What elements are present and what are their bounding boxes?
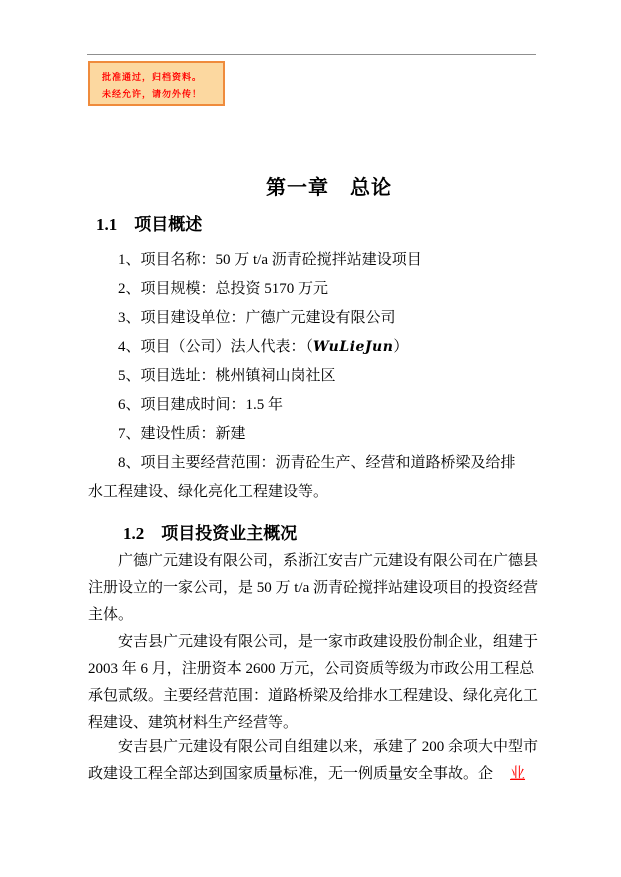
- list-item-5: 5、项目选址：桃州镇祠山岗社区: [118, 368, 336, 384]
- paragraph-line: 承包贰级。主要经营范围：道路桥梁及给排水工程建设、绿化亮化工: [88, 688, 539, 704]
- project-overview-list: [88, 246, 540, 507]
- paragraph-company-profile: [88, 629, 540, 737]
- paragraph-line: 2003 年 6 月，注册资本 2600 万元，公司资质等级为市政公用工程总: [88, 661, 535, 677]
- paragraph-line-text: 政建设工程全部达到国家质量标准，无一例质量安全事故。企: [88, 766, 494, 782]
- paragraph-investor-intro: [88, 548, 540, 629]
- watermark-box: [88, 61, 225, 106]
- section-1-1-heading: 1.1 项目概述: [96, 215, 203, 234]
- list-item-6: 6、项目建成时间：1.5 年: [118, 397, 284, 413]
- watermark-line-2: 未经允许，请勿外传！: [102, 89, 203, 99]
- paragraph-line: 广德广元建设有限公司，系浙江安吉广元建设有限公司在广德县: [118, 553, 539, 569]
- list-item-7: 7、建设性质：新建: [118, 426, 246, 442]
- legal-representative-signature: WuLieJun: [313, 339, 394, 355]
- paragraph-line: 安吉县广元建设有限公司自组建以来，承建了 200 余项大中型市: [118, 739, 539, 755]
- paragraph-line: 主体。: [88, 607, 134, 623]
- list-item-3: 3、项目建设单位：广德广元建设有限公司: [118, 310, 396, 326]
- paragraph-company-record: [88, 734, 540, 788]
- paragraph-line: 安吉县广元建设有限公司，是一家市政建设股份制企业，组建于: [118, 634, 539, 650]
- list-item-4-close: ）: [393, 339, 409, 355]
- list-item-4-text: 4、项目（公司）法人代表：（: [118, 339, 314, 355]
- list-item-2: 2、项目规模：总投资 5170 万元: [118, 281, 329, 297]
- list-item-1: 1、项目名称：50 万 t/a 沥青砼搅拌站建设项目: [118, 252, 422, 268]
- chapter-title: 第一章 总论: [266, 177, 392, 199]
- list-item-4: [88, 333, 540, 362]
- list-item-8-continued: 水工程建设、绿化亮化工程建设等。: [88, 484, 329, 500]
- watermark-line-1: 批准通过，归档资料。: [102, 72, 203, 82]
- paragraph-line-with-insertion: [88, 761, 540, 788]
- header-rule: [87, 54, 536, 55]
- paragraph-line: 程建设、建筑材料生产经营等。: [88, 715, 299, 731]
- paragraph-line: 注册设立的一家公司，是 50 万 t/a 沥青砼搅拌站建设项目的投资经营: [88, 580, 538, 596]
- section-1-2-heading: 1.2 项目投资业主概况: [123, 524, 298, 543]
- list-item-8: 8、项目主要经营范围：沥青砼生产、经营和道路桥梁及给排: [118, 455, 516, 471]
- inserted-red-character: 业: [510, 766, 526, 782]
